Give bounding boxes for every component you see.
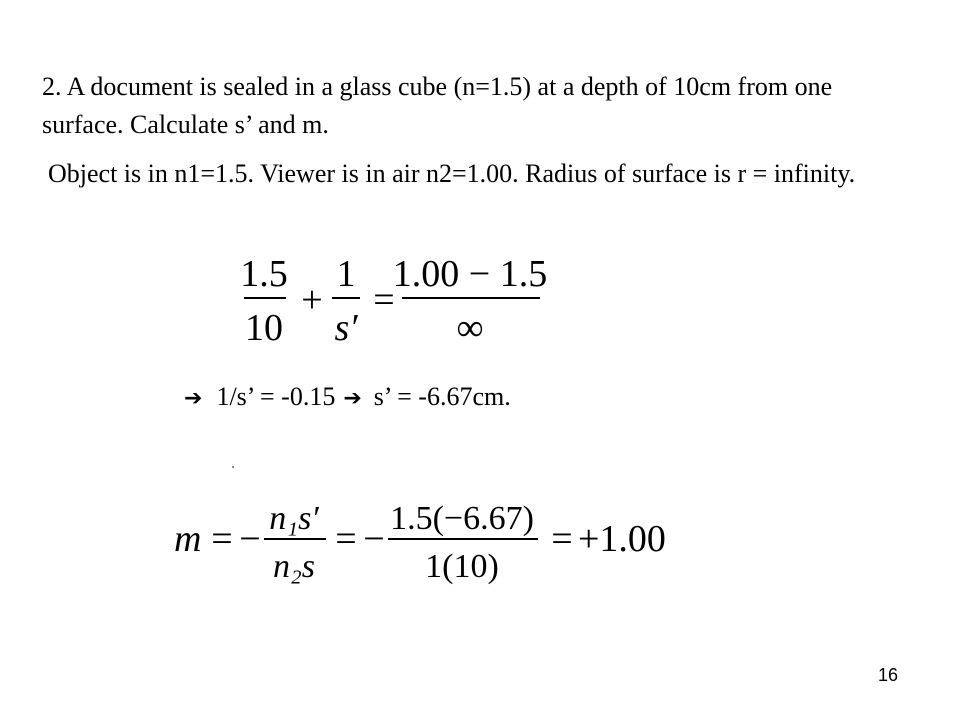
stray-dot — [232, 466, 234, 468]
equals-sign: = — [211, 518, 233, 560]
right-arrow-icon: ➔ — [184, 386, 203, 411]
problem-statement: 2. A document is sealed in a glass cube (n=1.5) at a depth of 10cm from one surface. Calculate s’ and m. — [42, 72, 833, 139]
magnification-value: +1.00 — [578, 518, 666, 560]
right-arrow-icon: ➔ — [343, 386, 362, 411]
given-conditions: Object is in n1=1.5. Viewer is in air n2=1.00. Radius of surface is r = infinity. — [48, 159, 856, 188]
refraction-equation — [236, 248, 556, 348]
plus-sign: + — [301, 279, 323, 321]
rhs-numerator: 1.00 − 1.5 — [392, 253, 548, 295]
frac2-denominator: 1(10) — [425, 548, 499, 585]
infinity-symbol: ∞ — [456, 307, 484, 348]
frac1-denominator: n₂s — [272, 548, 316, 585]
frac2-numerator: 1.5(−6.67) — [390, 500, 534, 537]
page-number: 16 — [878, 665, 899, 685]
equals-sign: = — [373, 279, 395, 321]
frac1-numerator: n₁s′ — [269, 500, 319, 537]
term1-denominator: 10 — [245, 307, 283, 348]
minus-sign: − — [239, 518, 261, 560]
image-distance: s’ = -6.67cm. — [373, 382, 511, 411]
magnification-equation — [170, 495, 690, 600]
equals-sign: = — [551, 518, 573, 560]
result-line — [184, 378, 511, 418]
equals-sign: = — [335, 518, 357, 560]
term1-numerator: 1.5 — [240, 253, 288, 295]
minus-sign: − — [363, 518, 385, 560]
magnification-symbol: m — [174, 518, 202, 560]
term2-numerator: 1 — [336, 253, 356, 295]
term2-denominator: s′ — [334, 307, 358, 348]
inverse-image-distance: 1/s’ = -0.15 — [216, 382, 336, 411]
